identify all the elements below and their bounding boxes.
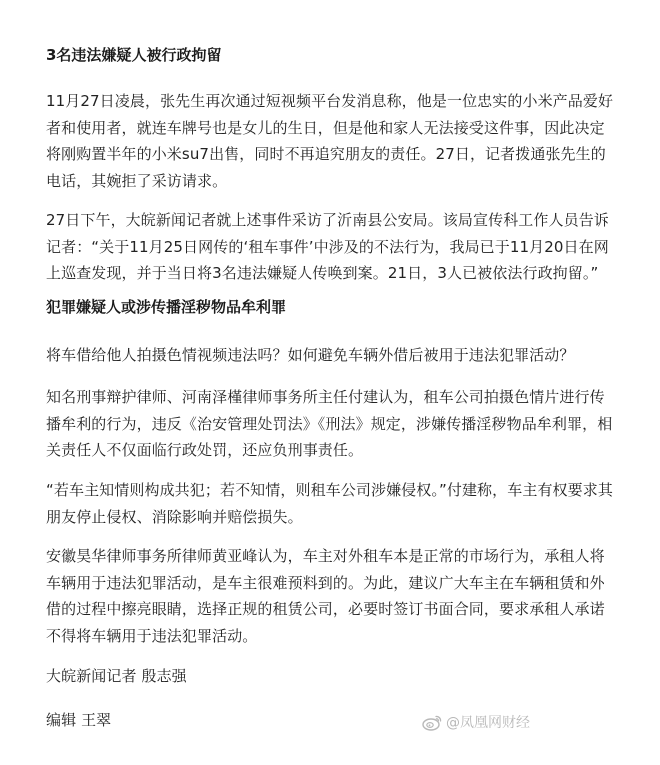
watermark bbox=[422, 711, 530, 733]
reporter-byline: 大皖新闻记者 殷志强 bbox=[46, 667, 187, 685]
watermark-text: @凤凰网财经 bbox=[446, 715, 530, 731]
paragraph-question: 将车借给他人拍摄色情视频违法吗？如何避免车辆外借后被用于违法犯罪活动？ bbox=[46, 346, 575, 364]
paragraph-police-statement: 27日下午，大皖新闻记者就上述事件采访了沂南县公安局。该局宣传科工作人员告诉记者：“关于11月25日网传的‘租车事件’中涉及的不法行为，我局已于11月20日在网上巡查发现，并于当日将3名违法嫌疑人传唤到案。21日，3人已被依法行政拘留。” bbox=[46, 211, 609, 282]
paragraph-lawyer-huang: 安徽昊华律师事务所律师黄亚峰认为，车主对外租车本是正常的市场行为，承租人将车辆用于违法犯罪活动，是车主很难预料到的。为此，建议广大车主在车辆租赁和外借的过程中擦亮眼睛，选择正规的租赁公司，必要时签订书面合同，要求承租人承诺不得将车辆用于违法犯罪活动。 bbox=[46, 547, 605, 645]
section-heading-crime: 犯罪嫌疑人或涉传播淫秽物品牟利罪 bbox=[46, 298, 287, 316]
weibo-icon bbox=[422, 714, 442, 731]
section-heading-detention: 3名违法嫌疑人被行政拘留 bbox=[46, 46, 222, 64]
paragraph-lawyer-fujian: 知名刑事辩护律师、河南泽槿律师事务所主任付建认为，租车公司拍摄色情片进行传播牟利的行为，违反《治安管理处罚法》《刑法》规定，涉嫌传播淫秽物品牟利罪，相关责任人不仅面临行政处罚，还应负刑事责任。 bbox=[46, 388, 613, 459]
paragraph-seller-statement: 11月27日凌晨，张先生再次通过短视频平台发消息称，他是一位忠实的小米产品爱好者和使用者，就连车牌号也是女儿的生日，但是他和家人无法接受这件事，因此决定将刚购置半年的小米su7出售，同时不再追究朋友的责任。27日，记者拨通张先生的电话，其婉拒了采访请求。 bbox=[46, 92, 614, 190]
editor-byline: 编辑 王翠 bbox=[46, 711, 112, 729]
paragraph-owner-liability: “若车主知情则构成共犯；若不知情，则租车公司涉嫌侵权。”付建称，车主有权要求其朋友停止侵权、消除影响并赔偿损失。 bbox=[46, 481, 613, 526]
